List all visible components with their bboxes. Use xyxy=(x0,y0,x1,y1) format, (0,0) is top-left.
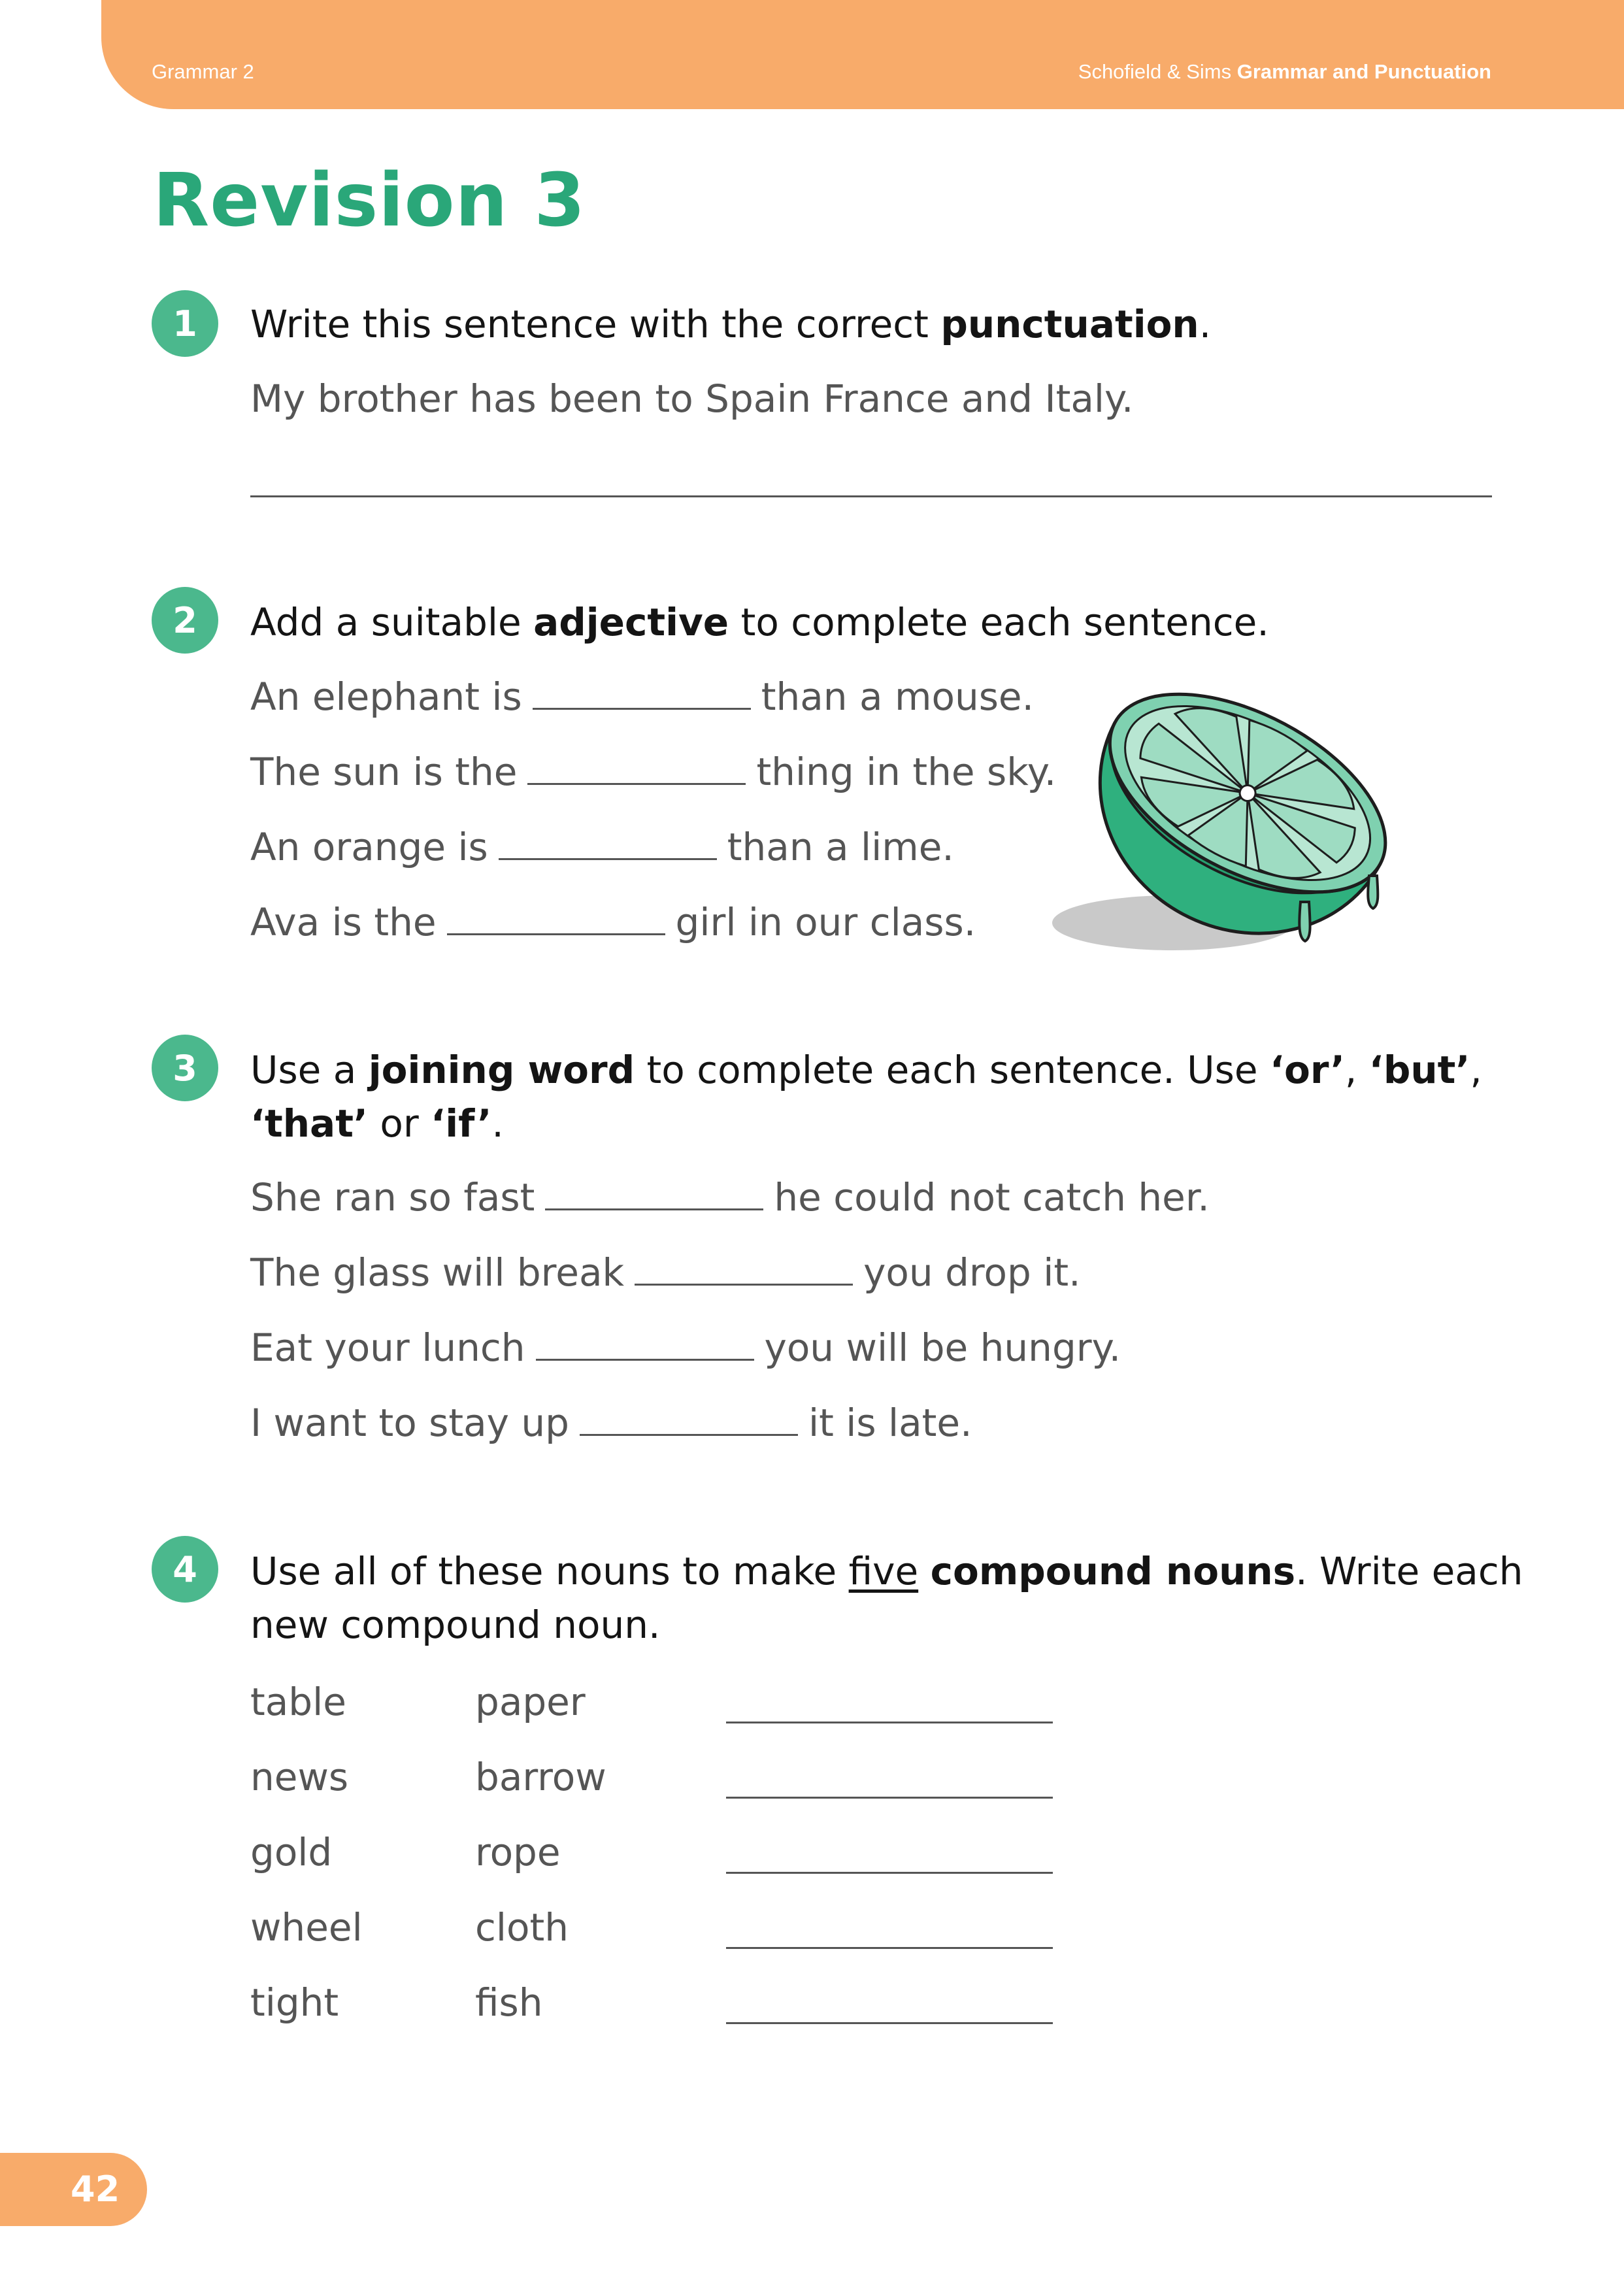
question-1-instruction xyxy=(250,302,1211,346)
header-publisher: Schofield & Sims xyxy=(1078,60,1237,83)
header-series-name: Grammar and Punctuation xyxy=(1236,60,1491,83)
sentence-start: Eat your lunch xyxy=(250,1325,525,1370)
answer-blank[interactable] xyxy=(635,1256,853,1286)
question-3-badge: 3 xyxy=(152,1035,218,1101)
q3-sentence-3 xyxy=(250,1325,1121,1370)
noun-col1-4: wheel xyxy=(250,1905,363,1950)
q2-sentence-2 xyxy=(250,750,1056,794)
question-2-instruction xyxy=(250,600,1269,644)
noun-col2-1: paper xyxy=(475,1680,586,1724)
q4-instruction-keyword: compound nouns xyxy=(930,1549,1296,1593)
q2-sentence-3 xyxy=(250,825,954,869)
answer-blank[interactable] xyxy=(447,905,665,935)
q2-sentence-4 xyxy=(250,900,976,944)
q2-sentence-1 xyxy=(250,674,1034,719)
question-3-instruction-line2 xyxy=(250,1101,504,1146)
sentence-end: he could not catch her. xyxy=(774,1175,1210,1220)
noun-col2-5: fish xyxy=(475,1980,543,2025)
noun-col1-2: news xyxy=(250,1755,349,1799)
q3-sentence-4 xyxy=(250,1401,972,1445)
question-1-badge: 1 xyxy=(152,290,218,357)
q4-instruction-emphasis: five xyxy=(848,1549,919,1593)
sentence-start: Ava is the xyxy=(250,900,437,944)
q3-sentence-1 xyxy=(250,1175,1210,1220)
answer-blank[interactable] xyxy=(533,680,751,710)
separator xyxy=(918,1549,930,1593)
q3-instruction-text: Use a xyxy=(250,1048,369,1092)
sentence-start: An orange is xyxy=(250,825,488,869)
sentence-start: She ran so fast xyxy=(250,1175,535,1220)
q2-instruction-keyword: adjective xyxy=(533,600,729,644)
compound-answer-line-1[interactable] xyxy=(726,1722,1053,1723)
question-1-sentence: My brother has been to Spain France and Italy. xyxy=(250,376,1134,421)
separator: , xyxy=(1470,1048,1482,1092)
question-2-badge: 2 xyxy=(152,587,218,654)
sentence-end: girl in our class. xyxy=(675,900,976,944)
noun-col2-3: rope xyxy=(475,1830,561,1874)
connector: or xyxy=(367,1101,431,1146)
header-series-title xyxy=(1078,60,1491,84)
sentence-end: it is late. xyxy=(808,1401,972,1445)
noun-col2-4: cloth xyxy=(475,1905,569,1950)
sentence-end: than a lime. xyxy=(727,825,954,869)
question-4-instruction xyxy=(250,1549,1523,1593)
q4-instruction-text: Use all of these nouns to make xyxy=(250,1549,849,1593)
q3-sentence-2 xyxy=(250,1250,1081,1295)
page-number: 42 xyxy=(71,2169,120,2210)
noun-col1-5: tight xyxy=(250,1980,339,2025)
answer-blank[interactable] xyxy=(536,1331,754,1361)
sentence-end: you will be hungry. xyxy=(764,1325,1121,1370)
q3-instruction-keyword: joining word xyxy=(368,1048,635,1092)
question-1-answer-line[interactable] xyxy=(250,495,1492,497)
separator: , xyxy=(1344,1048,1369,1092)
sentence-end: thing in the sky. xyxy=(756,750,1057,794)
compound-answer-line-3[interactable] xyxy=(726,1872,1053,1874)
question-4-badge: 4 xyxy=(152,1536,218,1603)
compound-answer-line-2[interactable] xyxy=(726,1797,1053,1799)
q2-instruction-end: to complete each sentence. xyxy=(729,600,1269,644)
option-but: ‘but’ xyxy=(1368,1048,1470,1092)
option-that: ‘that’ xyxy=(250,1101,368,1146)
sentence-start: I want to stay up xyxy=(250,1401,569,1445)
question-3-instruction xyxy=(250,1048,1482,1092)
sentence-start: The glass will break xyxy=(250,1250,625,1295)
sentence-end: you drop it. xyxy=(863,1250,1081,1295)
answer-blank[interactable] xyxy=(545,1180,763,1210)
answer-blank[interactable] xyxy=(499,830,717,860)
question-4-instruction-line2: new compound noun. xyxy=(250,1603,661,1647)
sentence-start: An elephant is xyxy=(250,674,522,719)
sentence-end: than a mouse. xyxy=(761,674,1035,719)
noun-col1-1: table xyxy=(250,1680,346,1724)
q3-instruction-text-2: to complete each sentence. Use xyxy=(635,1048,1270,1092)
q2-instruction-text: Add a suitable xyxy=(250,600,534,644)
compound-answer-line-4[interactable] xyxy=(726,1947,1053,1949)
compound-answer-line-5[interactable] xyxy=(726,2022,1053,2024)
instruction-end: . xyxy=(491,1101,504,1146)
q1-instruction-keyword: punctuation xyxy=(940,302,1199,346)
lime-half-illustration xyxy=(1042,680,1415,967)
option-if: ‘if’ xyxy=(431,1101,492,1146)
q1-instruction-text: Write this sentence with the correct xyxy=(250,302,941,346)
noun-col1-3: gold xyxy=(250,1830,333,1874)
page-title: Revision 3 xyxy=(153,158,586,243)
q1-instruction-end: . xyxy=(1199,302,1212,346)
header-band xyxy=(101,0,1624,109)
noun-col2-2: barrow xyxy=(475,1755,606,1799)
option-or: ‘or’ xyxy=(1269,1048,1345,1092)
answer-blank[interactable] xyxy=(580,1406,798,1436)
answer-blank[interactable] xyxy=(527,755,746,785)
sentence-start: The sun is the xyxy=(250,750,518,794)
header-book-title: Grammar 2 xyxy=(152,60,254,83)
q4-instruction-end: . Write each xyxy=(1295,1549,1523,1593)
